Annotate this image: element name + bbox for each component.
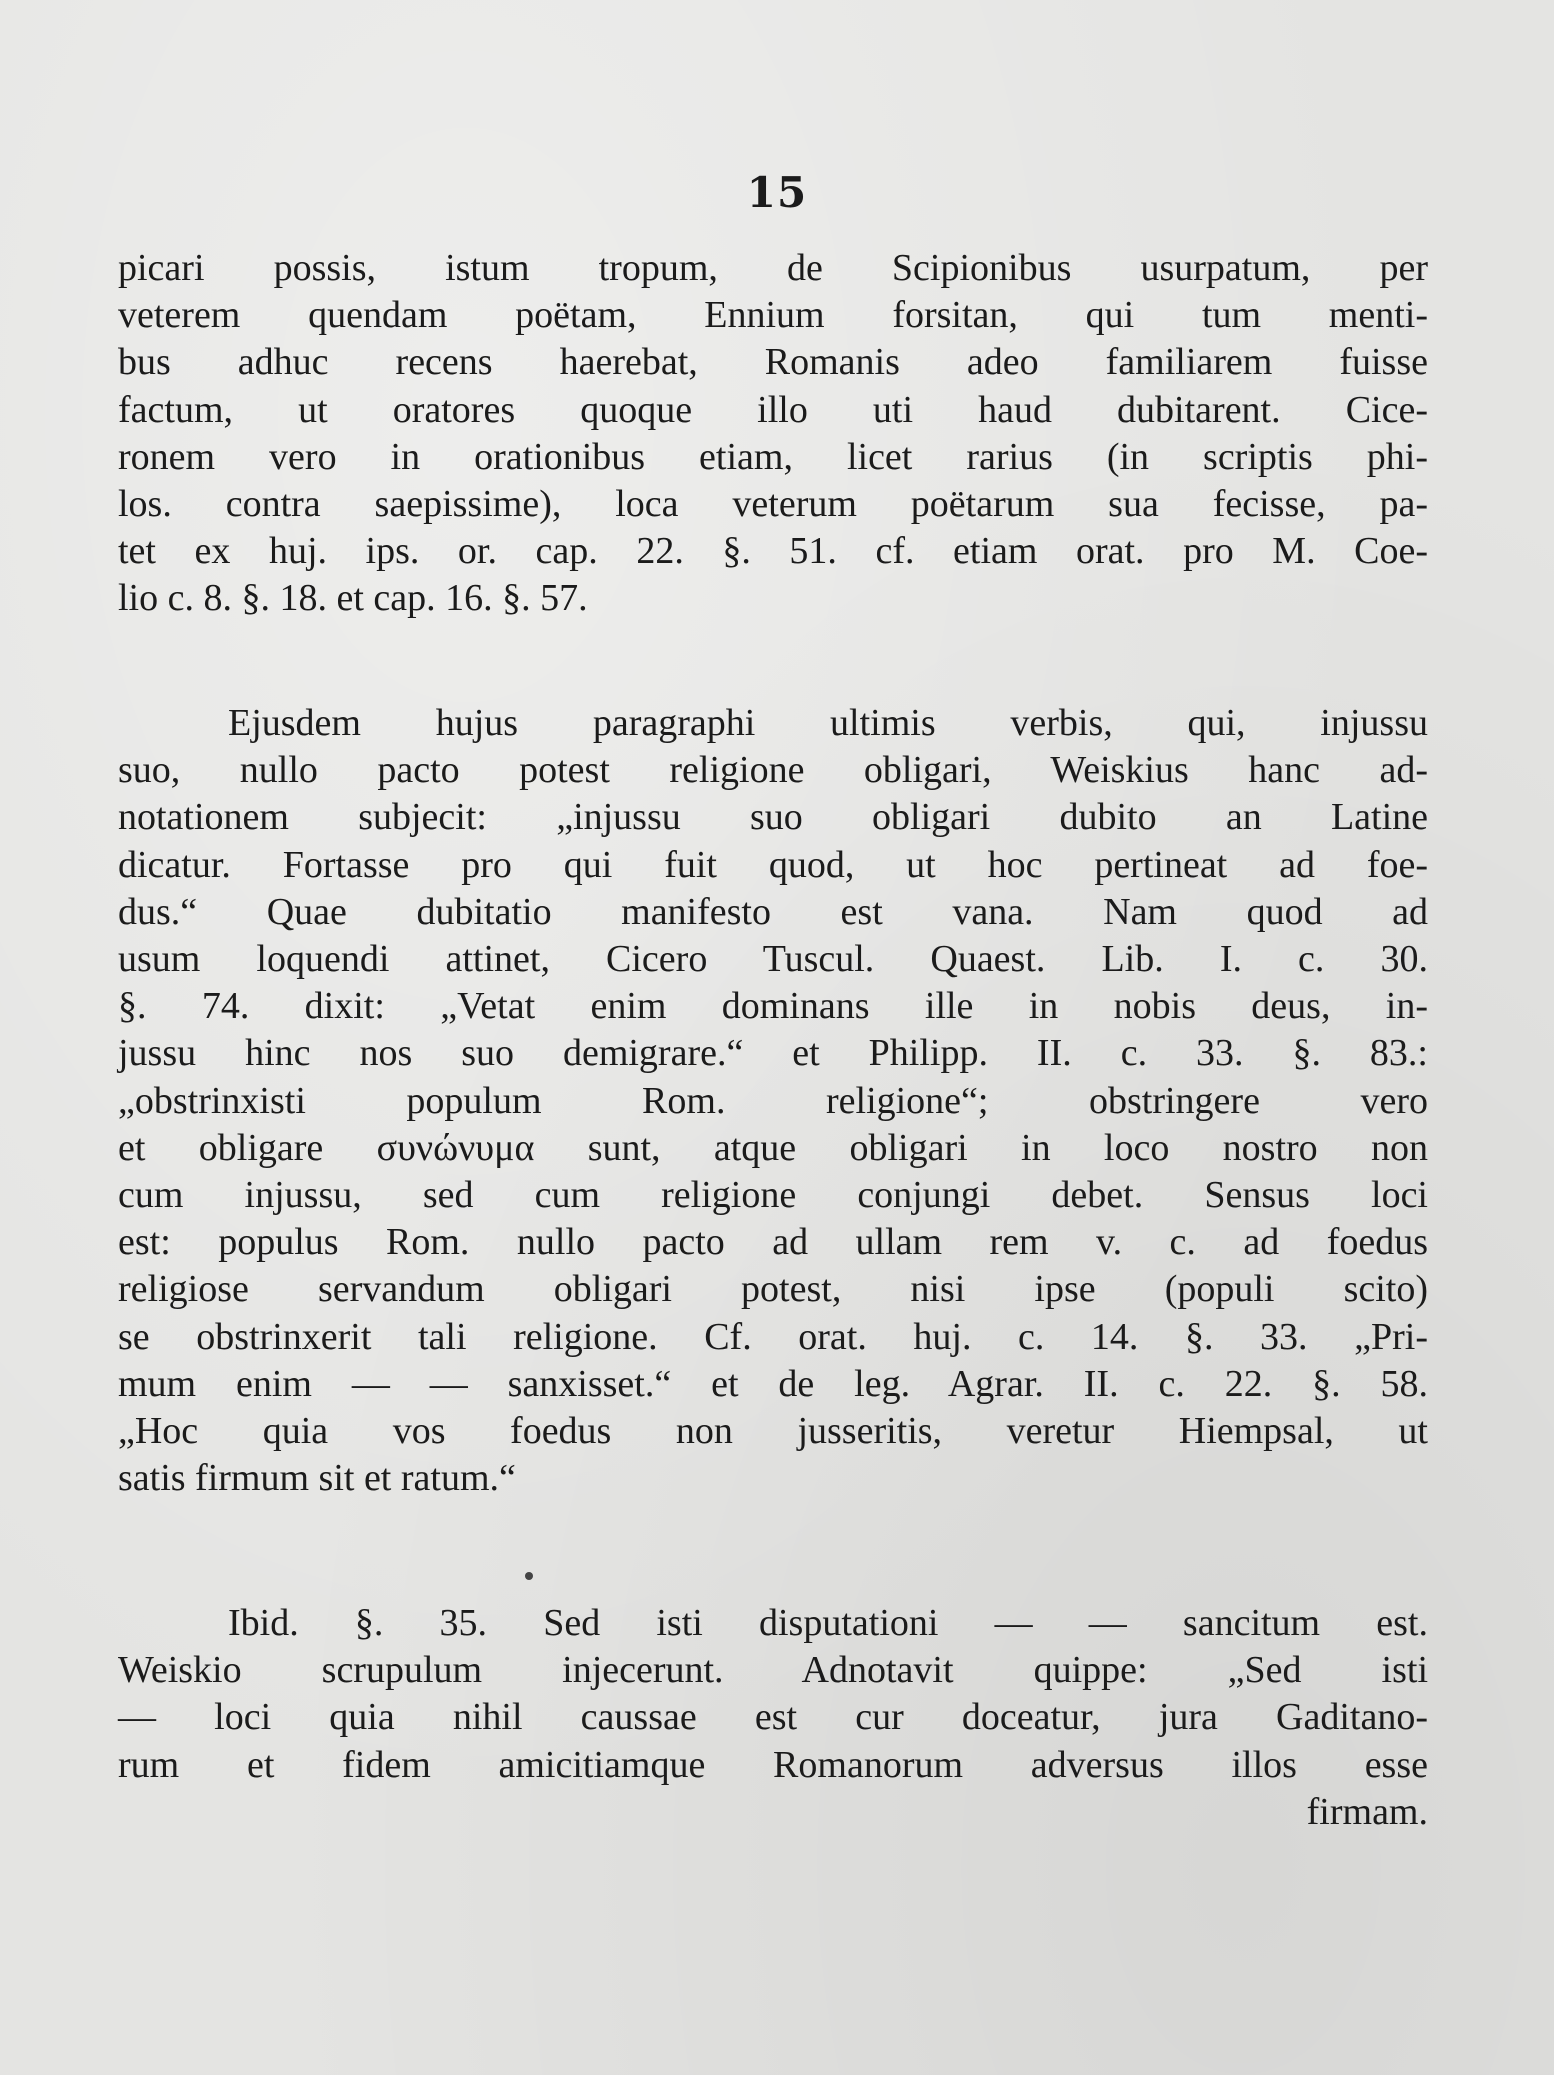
ink-dot: [525, 1572, 533, 1580]
text-line: et obligare συνώνυμα sunt, atque obligari in loco nostro non: [118, 1126, 1428, 1169]
text-line: §. 74. dixit: „Vetat enim dominans ille in nobis deus, in-: [118, 985, 1428, 1028]
text-line: ronem vero in orationibus etiam, licet rarius (in scriptis phi-: [118, 435, 1428, 478]
text-line: suo, nullo pacto potest religione obligari, Weiskius hanc ad-: [118, 749, 1428, 792]
text-line: picari possis, istum tropum, de Scipionibus usurpatum, per: [118, 247, 1428, 289]
text-line: firmam.: [1306, 1790, 1428, 1833]
text-line: „Hoc quia vos foedus non jusseritis, veretur Hiempsal, ut: [118, 1410, 1428, 1453]
text-line: Ibid. §. 35. Sed isti disputationi — — sancitum est.: [228, 1602, 1428, 1644]
text-line: dicatur. Fortasse pro qui fuit quod, ut hoc pertineat ad foe-: [118, 843, 1428, 886]
text-line: usum loquendi attinet, Cicero Tuscul. Quaest. Lib. I. c. 30.: [118, 938, 1428, 981]
text-line: lio c. 8. §. 18. et cap. 16. §. 57.: [118, 577, 588, 620]
text-line: factum, ut oratores quoque illo uti haud dubitarent. Cice-: [118, 388, 1428, 431]
text-line: bus adhuc recens haerebat, Romanis adeo familiarem fuisse: [118, 341, 1428, 384]
text-line: est: populus Rom. nullo pacto ad ullam rem v. c. ad foedus: [118, 1221, 1428, 1264]
text-line: los. contra saepissime), loca veterum poëtarum sua fecisse, pa-: [118, 483, 1428, 526]
text-line: tet ex huj. ips. or. cap. 22. §. 51. cf. etiam orat. pro M. Coe-: [118, 530, 1428, 573]
text-line: se obstrinxerit tali religione. Cf. orat. huj. c. 14. §. 33. „Pri-: [118, 1315, 1428, 1358]
text-line: veterem quendam poëtam, Ennium forsitan, qui tum menti-: [118, 294, 1428, 337]
text-line: rum et fidem amicitiamque Romanorum adversus illos esse: [118, 1743, 1428, 1786]
paragraph-1: [118, 245, 1428, 623]
text-line: notationem subjecit: „injussu suo obligari dubito an Latine: [118, 796, 1428, 839]
paragraph-2: [118, 700, 1428, 1502]
text-line: satis firmum sit et ratum.“: [118, 1457, 516, 1500]
text-line: jussu hinc nos suo demigrare.“ et Philipp. II. c. 33. §. 83.:: [118, 1032, 1428, 1075]
page-number: 15: [746, 168, 808, 217]
text-line: Ejusdem hujus paragraphi ultimis verbis, qui, injussu: [228, 702, 1428, 744]
text-line: religiose servandum obligari potest, nisi ipse (populi scito): [118, 1268, 1428, 1311]
text-line: Weiskio scrupulum injecerunt. Adnotavit quippe: „Sed isti: [118, 1649, 1428, 1692]
text-line: mum enim — — sanxisset.“ et de leg. Agrar. II. c. 22. §. 58.: [118, 1362, 1428, 1405]
text-line: dus.“ Quae dubitatio manifesto est vana. Nam quod ad: [118, 890, 1428, 933]
text-line: cum injussu, sed cum religione conjungi debet. Sensus loci: [118, 1174, 1428, 1217]
text-line: — loci quia nihil caussae est cur doceatur, jura Gaditano-: [118, 1696, 1428, 1739]
paragraph-3: [118, 1600, 1428, 1836]
text-line: „obstrinxisti populum Rom. religione“; obstringere vero: [118, 1079, 1428, 1122]
